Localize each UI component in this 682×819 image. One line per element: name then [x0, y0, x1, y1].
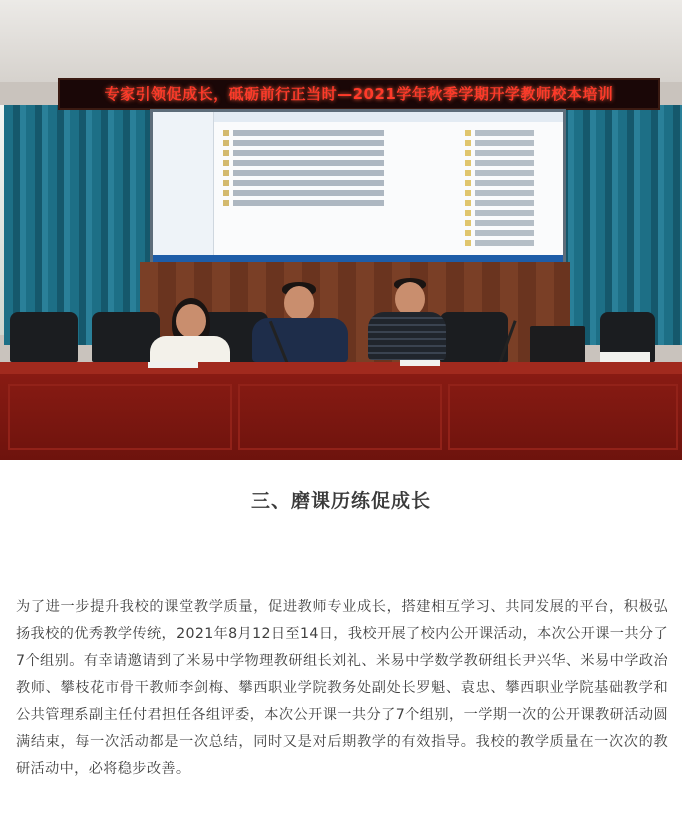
- chair: [10, 312, 78, 362]
- ceiling: [0, 0, 682, 82]
- screen-file-list: [223, 130, 453, 210]
- paper: [400, 360, 440, 366]
- curtain-left-outer: [4, 105, 48, 345]
- curtain-left: [48, 105, 150, 345]
- paper: [148, 362, 198, 368]
- screen-sidebar: [153, 112, 214, 267]
- article-paragraph: 为了进一步提升我校的课堂教学质量，促进教师专业成长，搭建相互学习、共同发展的平台，积极弘扬我校的优秀教学传统，2021年8月12日至14日，我校开展了校内公开课活动，本次公开课一共分了7个组别。有幸请邀请到了米易中学物理教研组长刘礼、米易中学数学教研组长尹兴华、米易中学政治教师、攀枝花市骨干教师李剑梅、攀西职业学院教务处副处长罗魁、袁忠、攀西职业学院基础教学和公共管理系副主任付君担任各组评委，本次公开课一共分了7个组别，一学期一次的公开课教研活动圆满结束，每一次活动都是一次总结，同时又是对后期教学的有效指导。我校的教学质量在一次次的教研活动中，必将稳步改善。: [16, 599, 668, 777]
- red-table: [0, 362, 682, 460]
- projection-screen: [150, 109, 566, 270]
- section-heading: 三、磨课历练促成长: [250, 490, 431, 512]
- chair: [440, 312, 508, 362]
- screen-folder-tree: [465, 130, 551, 250]
- screen-titlebar: [153, 112, 563, 122]
- paper-stack: [600, 352, 650, 362]
- led-banner: 专家引领促成长，砥砺前行正当时—2021学年秋季学期开学教师校本培训: [58, 78, 660, 110]
- laptop: [530, 326, 585, 364]
- curtain-right-outer: [642, 105, 682, 345]
